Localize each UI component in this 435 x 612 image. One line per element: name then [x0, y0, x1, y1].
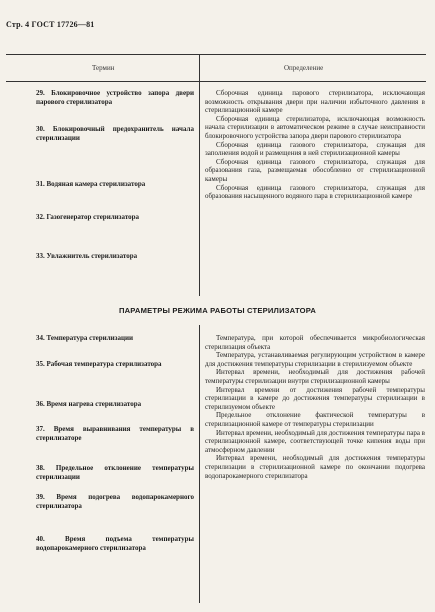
definition-32: Сборочная единица газового стерилизатора, служащая для образования газа, размещаемая обособленно от стерилизационной камеры: [205, 157, 425, 183]
page-header: Стр. 4 ГОСТ 17726—81: [6, 20, 95, 29]
column-header-term: Термин: [92, 64, 115, 72]
definition-40: Интервал времени, необходимый для достижения температуры стерилизации в стерилизационной камере по окончании подогрева водопарокамерного стерилизатора: [205, 454, 425, 480]
definition-34: Температура, при которой обеспечивается микробиологическая стерилизация объекта: [205, 334, 425, 351]
term-36: 36. Время нагрева стерилизатора: [36, 400, 142, 408]
term-30: 30. Блокировочный предохранитель начала стерилизации: [36, 125, 194, 142]
term-33: 33. Увлажнитель стерилизатора: [36, 252, 138, 260]
term-37: 37. Время выравнивания температуры в стерилизаторе: [36, 425, 194, 442]
definitions-bottom: [205, 334, 425, 480]
section-title: ПАРАМЕТРЫ РЕЖИМА РАБОТЫ СТЕРИЛИЗАТОРА: [118, 306, 317, 315]
definition-36: Интервал времени, необходимый для достижения рабочей температуры стерилизации внутри стерилизационной камеры: [205, 368, 425, 385]
definition-33: Сборочная единица газового стерилизатора, служащая для образования насыщенного водяного пара в стерилизационной камере: [205, 183, 425, 201]
table-top-rule: [6, 54, 426, 55]
definition-39: Интервал времени, необходимый для достижения температуры пара в стерилизационной камере, соответствующей точке кипения воды при атмосферном давлении: [205, 428, 425, 454]
definition-38: Предельное отклонение фактической температуры в стерилизационной камере от температуры стерилизации: [205, 411, 425, 428]
term-39: 39. Время подогрева водопарокамерного стерилизатора: [36, 493, 194, 510]
column-divider-bottom: [199, 325, 200, 603]
definitions-top: [205, 89, 425, 201]
term-35: 35. Рабочая температура стерилизатора: [36, 360, 162, 368]
column-divider-top: [199, 54, 200, 296]
definition-37: Интервал времени от достижения рабочей температуры стерилизации в камере до достижения температуры стерилизации в стерилизуемом объекте: [205, 385, 425, 411]
term-40: 40. Время подъема температуры водопарокамерного стерилизатора: [36, 535, 194, 552]
term-34: 34. Температура стерилизации: [36, 334, 134, 342]
definition-35: Температура, устанавливаемая регулирующим устройством в камере для достижения температуры стерилизации в стерилизуемом объекте: [205, 351, 425, 368]
definition-30: Сборочная единица стерилизатора, исключающая возможность начала стерилизации в автоматическом режиме в случае неисправности блокировочного устройства запора двери парового стерилизатора: [205, 114, 425, 140]
definition-29: Сборочная единица парового стерилизатора, исключающая возможность открывания двери при наличии избыточного давления в стерилизационной камере: [205, 89, 425, 115]
term-38: 38. Предельное отклонение температуры стерилизации: [36, 464, 194, 481]
term-31: 31. Водяная камера стерилизатора: [36, 180, 146, 188]
definition-31: Сборочная единица газового стерилизатора, служащая для заполнения водой и размещения в ней стерилизационной камеры: [205, 140, 425, 158]
term-29: 29. Блокировочное устройство запора двери парового стерилизатора: [36, 89, 194, 106]
header-bottom-rule: [6, 81, 426, 82]
term-32: 32. Газогенератор стерилизатора: [36, 213, 140, 221]
column-header-definition: Определение: [284, 64, 324, 72]
